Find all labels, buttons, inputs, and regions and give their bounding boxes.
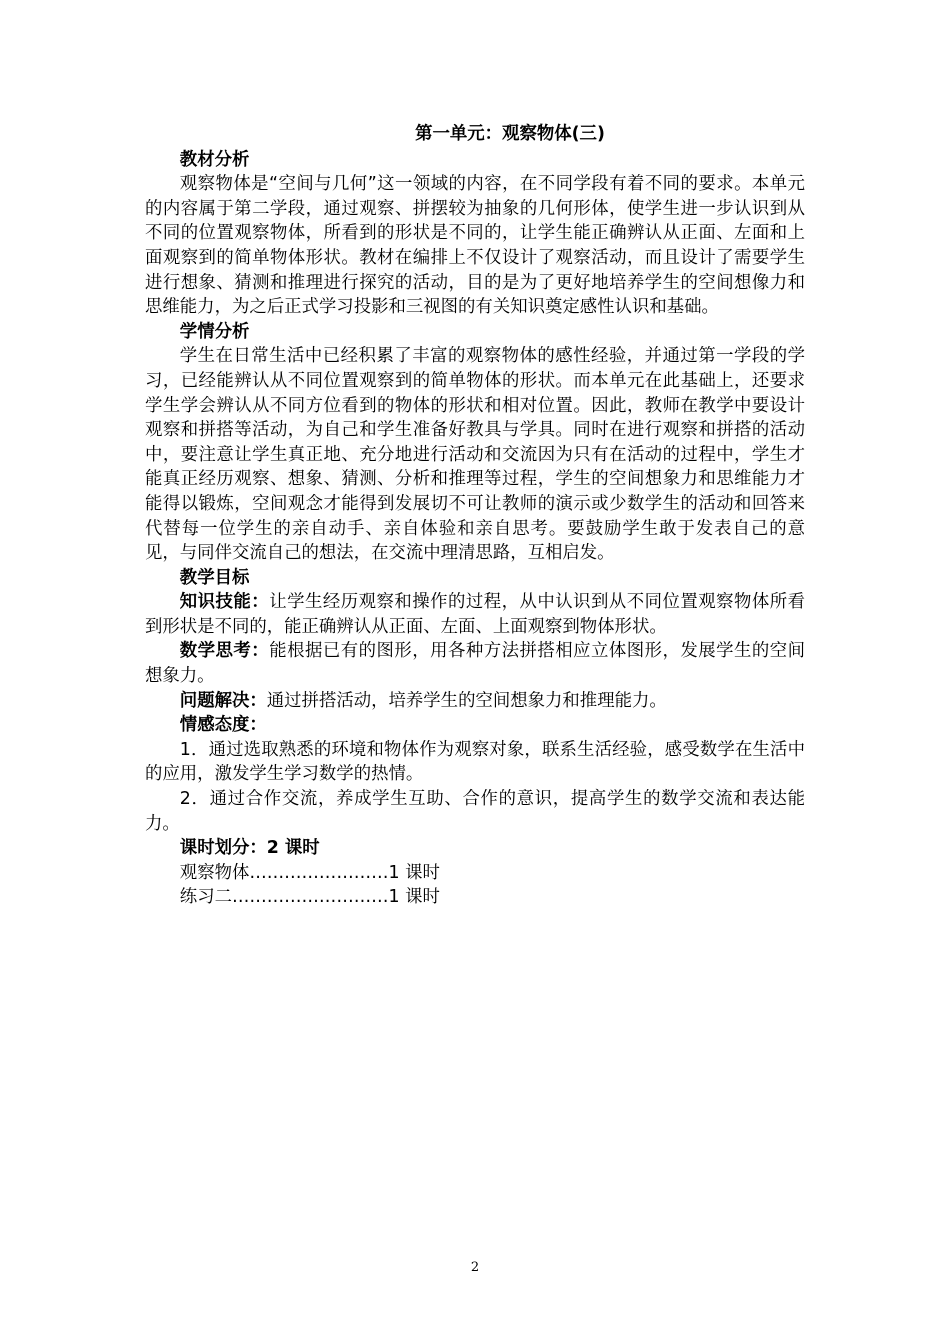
goal-math <box>145 639 805 688</box>
schedule-item-2: 练习二………………………1 课时 <box>179 887 440 908</box>
section-heading-textbook: 教材分析 <box>179 149 250 170</box>
goal-emotion-item-2: 2．通过合作交流，养成学生互助、合作的意识，提高学生的数学交流和表达能力。 <box>145 789 805 834</box>
page-title: 第一单元：观察物体(三) <box>415 124 605 144</box>
goal-knowledge-label: 知识技能： <box>179 592 270 613</box>
goal-knowledge <box>145 590 805 639</box>
section-body-students: 学生在日常生活中已经积累了丰富的观察物体的感性经验，并通过第一学段的学习，已经能辨认从不同位置观察到的简单物体的形状。而本单元在此基础上，还要求学生学会辨认从不同方位看到的物体的形状和相对位置。因此，教师在教学中要设计观察和拼搭等活动，为自己和学生准备好教具与学具。同时在进行观察和拼搭的活动中，要注意让学生真正地、充分地进行活动和交流因为只有在活动的过程中，学生才能真正经历观察、想象、猜测、分析和推理等过程，学生的空间想象力和思维能力才能得以锻炼，空间观念才能得到发展切不可让教师的演示或少数学生的活动和回答来代替每一位学生的亲自动手、亲自体验和亲自思考。要鼓励学生敢于发表自己的意见，与同伴交流自己的想法，在交流中理清思路，互相启发。 <box>145 346 805 564</box>
section-heading-schedule: 课时划分：2 课时 <box>179 838 320 859</box>
section-body-textbook: 观察物体是“空间与几何”这一领域的内容，在不同学段有着不同的要求。本单元的内容属于第二学段，通过观察、拼摆较为抽象的几何形体，使学生进一步认识到从不同的位置观察物体，所看到的形状是不同的，让学生能正确辨认从正面、左面和上面观察到的简单物体形状。教材在编排上不仅设计了观察活动，而且设计了需要学生进行想象、猜测和推理进行探究的活动，目的是为了更好地培养学生的空间想像力和思维能力，为之后正式学习投影和三视图的有关知识奠定感性认识和基础。 <box>145 174 805 318</box>
section-heading-students: 学情分析 <box>179 321 250 342</box>
schedule-item-1: 观察物体……………………1 课时 <box>179 862 440 883</box>
goal-math-text: 能根据已有的图形，用各种方法拼搭相应立体图形，发展学生的空间想象力。 <box>145 641 805 687</box>
goal-emotion-label: 情感态度： <box>179 715 267 736</box>
document-body <box>145 122 805 910</box>
page-number: 2 <box>470 1260 480 1275</box>
goal-problem-text: 通过拼搭活动，培养学生的空间想象力和推理能力。 <box>266 690 667 711</box>
goal-emotion-item-1: 1．通过选取熟悉的环境和物体作为观察对象，联系生活经验，感受数学在生活中的应用，激发学生学习数学的热情。 <box>145 739 805 785</box>
goal-problem <box>145 689 805 714</box>
goal-problem-label: 问题解决： <box>179 690 267 711</box>
goal-math-label: 数学思考： <box>179 641 270 662</box>
section-heading-goals: 教学目标 <box>179 567 250 588</box>
goal-knowledge-text: 让学生经历观察和操作的过程，从中认识到从不同位置观察物体所看到形状是不同的，能正确辨认从正面、左面、上面观察到物体形状。 <box>145 592 805 637</box>
